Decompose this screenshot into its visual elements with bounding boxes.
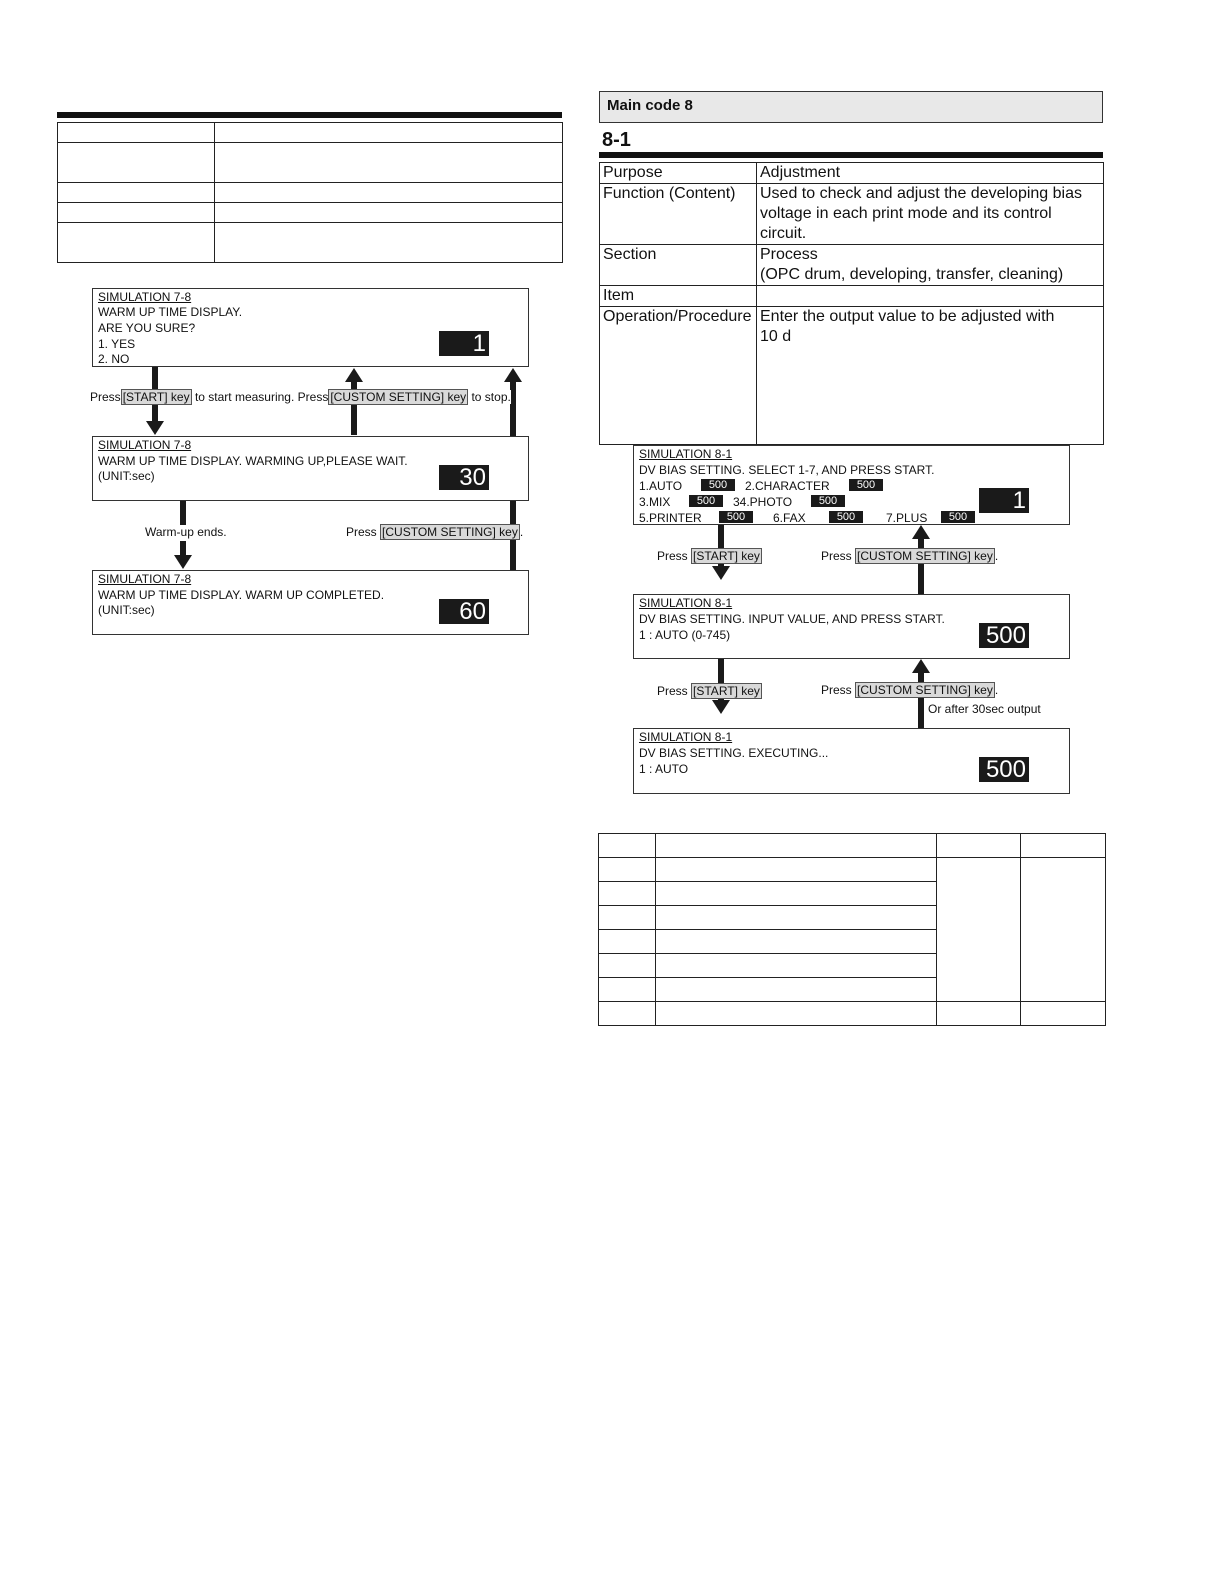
right-spec-table <box>599 162 1104 445</box>
table-cell <box>599 930 656 954</box>
start-key: [START] key <box>693 684 760 698</box>
screen-title: SIMULATION 7-8 <box>98 438 192 452</box>
fax-value-chip: 500 <box>829 511 863 523</box>
mode-printer: 5.PRINTER <box>639 511 702 525</box>
press-text: Press <box>821 549 852 563</box>
arrow-down-warmup <box>180 501 186 525</box>
display-value: 500 <box>979 757 1029 782</box>
table-cell <box>937 834 1021 858</box>
section-value-line: Process <box>760 246 818 263</box>
mode-fax: 6.FAX <box>773 511 806 525</box>
section-value-line: (OPC drum, developing, transfer, cleaning) <box>760 266 1064 283</box>
left-spec-table <box>57 122 563 263</box>
screen-line: DV BIAS SETTING. INPUT VALUE, AND PRESS START. <box>639 612 945 626</box>
display-value: 1 <box>439 331 489 356</box>
start-key: [START] key <box>693 549 760 563</box>
screen-title: SIMULATION 8-1 <box>639 596 733 610</box>
function-value-line: voltage in each print mode and its control circuit. <box>760 205 1052 242</box>
operation-label: Operation/Procedure <box>600 307 757 445</box>
period-text: . <box>994 549 999 563</box>
left-instruction-line <box>90 390 511 404</box>
warmup-ends-label: Warm-up ends. <box>145 525 227 539</box>
arrow-up-custom <box>918 538 924 594</box>
press-text: Press <box>821 683 852 697</box>
start-instruction <box>657 684 762 698</box>
item-value <box>757 286 1104 307</box>
sim81-select-screen <box>633 445 1070 525</box>
left-heading-rule <box>57 112 562 118</box>
screen-line: WARM UP TIME DISPLAY. <box>98 305 243 319</box>
left-spec-cell <box>58 203 215 223</box>
custom-setting-key: [CUSTOM SETTING] key <box>857 549 993 563</box>
arrow-up-head <box>912 659 930 673</box>
table-cell <box>656 834 937 858</box>
arrow-down-head <box>712 700 730 714</box>
table-cell <box>599 858 656 882</box>
screen-line: ARE YOU SURE? <box>98 321 196 335</box>
custom-setting-key: [CUSTOM SETTING] key <box>382 525 518 539</box>
arrow-down-head <box>146 421 164 435</box>
timeout-note: Or after 30sec output <box>928 702 1041 716</box>
screen-title: SIMULATION 8-1 <box>639 730 733 744</box>
table-cell <box>937 858 1021 1002</box>
purpose-value: Adjustment <box>757 163 1104 184</box>
custom-setting-key: [CUSTOM SETTING] key <box>857 683 993 697</box>
table-cell <box>599 954 656 978</box>
mode-mix: 3.MIX <box>639 495 671 509</box>
function-value <box>757 184 1104 245</box>
display-value: 500 <box>979 623 1029 648</box>
photo-value-chip: 500 <box>811 495 845 507</box>
custom-setting-instruction <box>821 549 998 563</box>
start-key: [START] key <box>122 390 190 404</box>
arrow-up-head <box>504 368 522 382</box>
table-cell <box>656 882 937 906</box>
sim78-confirm-screen <box>92 288 529 367</box>
sim78-done-screen <box>92 570 529 635</box>
bottom-table <box>598 833 1106 1026</box>
section-label: Section <box>600 245 757 286</box>
section-value <box>757 245 1104 286</box>
operation-value-line: Enter the output value to be adjusted with <box>760 308 1055 325</box>
custom-setting-key: [CUSTOM SETTING] key <box>330 390 467 404</box>
table-cell <box>656 906 937 930</box>
press-text: Press <box>346 525 377 539</box>
table-cell <box>656 978 937 1002</box>
table-cell <box>1021 858 1106 1002</box>
screen-title: SIMULATION 7-8 <box>98 290 192 304</box>
yes-option: 1. YES <box>98 337 136 351</box>
mix-value-chip: 500 <box>689 495 723 507</box>
operation-value <box>757 307 1104 445</box>
table-cell <box>1021 1002 1106 1026</box>
left-spec-cell <box>215 143 563 183</box>
custom-setting-instruction <box>346 525 523 539</box>
press-text: Press <box>90 390 121 404</box>
mode-label: 1 : AUTO <box>639 762 689 776</box>
table-cell <box>599 906 656 930</box>
mode-character: 2.CHARACTER <box>745 479 830 493</box>
plus-value-chip: 500 <box>941 511 975 523</box>
arrow-up-head <box>345 368 363 382</box>
item-label: Item <box>600 286 757 307</box>
start-instruction <box>657 549 762 563</box>
to-stop-text: to stop. <box>471 390 511 404</box>
arrow-down-head <box>712 566 730 580</box>
operation-value-line: 10 d <box>760 328 792 345</box>
press-text: Press <box>657 549 688 563</box>
table-cell <box>656 1002 937 1026</box>
to-start-text: to start measuring. Press <box>194 390 329 404</box>
table-cell <box>656 954 937 978</box>
table-cell <box>599 834 656 858</box>
mode-auto: 1.AUTO <box>639 479 683 493</box>
mode-photo: 34.PHOTO <box>733 495 793 509</box>
unit-label: (UNIT:sec) <box>98 603 155 617</box>
main-code-heading: Main code 8 <box>599 91 1103 123</box>
screen-line: WARM UP TIME DISPLAY. WARM UP COMPLETED. <box>98 588 385 602</box>
sub-code-title: 8-1 <box>602 129 631 151</box>
range-label: 1 : AUTO (0-745) <box>639 628 731 642</box>
arrow-up-head <box>912 525 930 539</box>
left-spec-cell <box>58 143 215 183</box>
table-cell <box>656 930 937 954</box>
left-spec-cell <box>58 183 215 203</box>
character-value-chip: 500 <box>849 479 883 491</box>
sim78-warming-screen <box>92 436 529 501</box>
left-spec-cell <box>215 203 563 223</box>
no-option: 2. NO <box>98 352 130 366</box>
period-text: . <box>519 525 524 539</box>
function-label: Function (Content) <box>600 184 757 245</box>
press-text: Press <box>657 684 688 698</box>
arrow-up-custom <box>918 672 924 728</box>
table-cell <box>599 1002 656 1026</box>
table-cell <box>599 978 656 1002</box>
sub-code-rule <box>599 152 1103 158</box>
display-value: 60 <box>439 599 489 624</box>
display-value: 1 <box>979 488 1029 513</box>
screen-title: SIMULATION 7-8 <box>98 572 192 586</box>
purpose-label: Purpose <box>600 163 757 184</box>
printer-value-chip: 500 <box>719 511 753 523</box>
left-spec-cell <box>215 223 563 263</box>
table-cell <box>937 1002 1021 1026</box>
screen-title: SIMULATION 8-1 <box>639 447 733 461</box>
sim81-exec-screen <box>633 728 1070 794</box>
mode-plus: 7.PLUS <box>886 511 928 525</box>
table-cell <box>656 858 937 882</box>
arrow-down-head <box>174 555 192 569</box>
screen-line: WARM UP TIME DISPLAY. WARMING UP,PLEASE WAIT. <box>98 454 408 468</box>
screen-line: DV BIAS SETTING. EXECUTING... <box>639 746 829 760</box>
left-spec-cell <box>58 123 215 143</box>
auto-value-chip: 500 <box>701 479 735 491</box>
table-cell <box>599 882 656 906</box>
period-text: . <box>994 683 999 697</box>
left-spec-cell <box>215 183 563 203</box>
custom-setting-instruction <box>821 683 998 697</box>
function-value-line: Used to check and adjust the developing bias <box>760 185 1082 202</box>
sim81-input-screen <box>633 594 1070 659</box>
table-cell <box>1021 834 1106 858</box>
screen-line: DV BIAS SETTING. SELECT 1-7, AND PRESS START. <box>639 463 935 477</box>
unit-label: (UNIT:sec) <box>98 469 155 483</box>
left-spec-cell <box>215 123 563 143</box>
display-value: 30 <box>439 465 489 490</box>
left-spec-cell <box>58 223 215 263</box>
